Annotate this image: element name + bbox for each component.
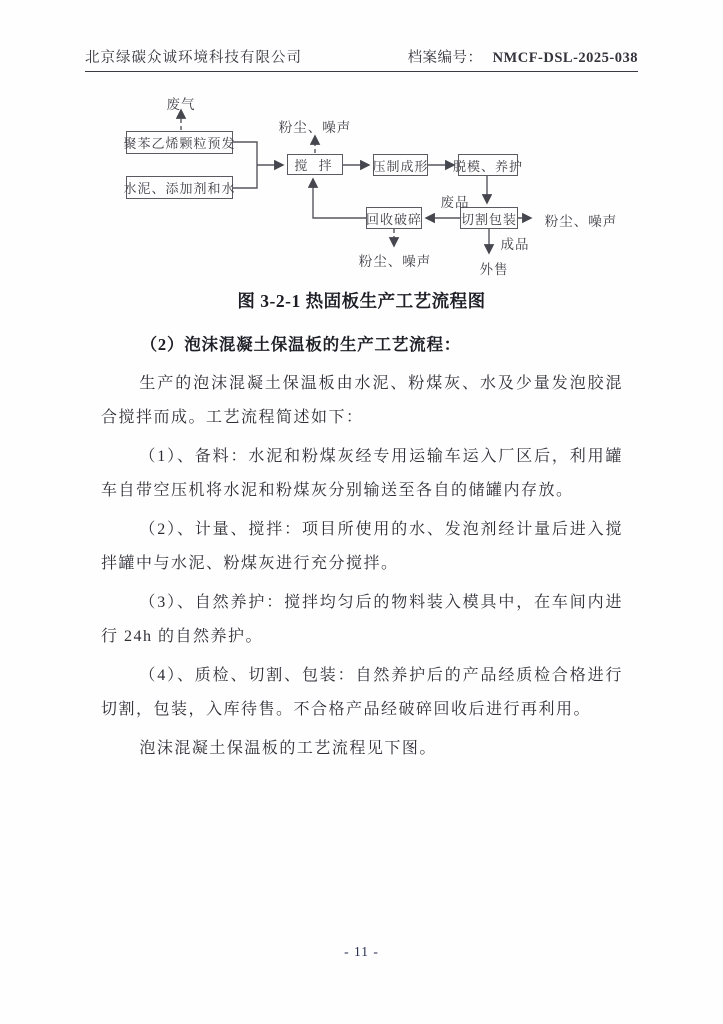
flow-node-label: 搅 拌 xyxy=(294,158,336,173)
process-flowchart xyxy=(95,90,635,290)
flow-label-dust-noise-bottom: 粉尘、噪声 xyxy=(358,254,432,269)
flow-node-label: 压制成形 xyxy=(372,158,429,174)
body-paragraph: （4）、质检、切割、包装：自然养护后的产品经质检合格进行切割，包装，入库待售。不合格产品经破碎回收后进行再利用。 xyxy=(101,667,623,718)
page-number: - 11 - xyxy=(344,944,379,959)
doc-number xyxy=(408,46,638,67)
body-paragraph: （3）、自然养护：搅拌均匀后的物料装入模具中，在车间内进行 24h 的自然养护。 xyxy=(101,594,623,645)
flow-node-label: 聚苯乙烯颗粒预发 xyxy=(123,136,236,151)
flow-node-demold-cure xyxy=(453,154,524,176)
flow-label-dust-noise-right: 粉尘、噪声 xyxy=(544,214,618,229)
flow-node-pressing xyxy=(373,154,428,176)
body-paragraph: 生产的泡沫混凝土保温板由水泥、粉煤灰、水及少量发泡胶混合搅拌而成。工艺流程简述如下： xyxy=(101,375,623,426)
flow-node-label: 脱模、养护 xyxy=(453,158,524,174)
flow-label-sale: 外售 xyxy=(479,262,509,277)
flow-label-finished: 成品 xyxy=(500,237,530,252)
company-name: 北京绿碳众诚环境科技有限公司 xyxy=(85,50,302,66)
flow-label-dust-noise-top: 粉尘、噪声 xyxy=(278,120,352,135)
doc-number-value: NMCF-DSL-2025-038 xyxy=(492,50,638,66)
flow-node-mixing xyxy=(287,154,343,175)
figure-caption: 图 3-2-1 热固板生产工艺流程图 xyxy=(237,291,486,311)
flow-node-pre-expand xyxy=(123,131,236,154)
body-paragraph: （1）、备料：水泥和粉煤灰经专用运输车运入厂区后，利用罐车自带空压机将水泥和粉煤灰分别输送至各自的储罐内存放。 xyxy=(101,448,623,499)
body-paragraph: 泡沫混凝土保温板的工艺流程见下图。 xyxy=(139,740,437,757)
section-heading: （2）泡沫混凝土保温板的生产工艺流程： xyxy=(140,335,462,354)
page-header xyxy=(85,46,638,72)
flow-node-label: 水泥、添加剂和水 xyxy=(123,181,236,196)
body-paragraph: （2）、计量、搅拌：项目所使用的水、发泡剂经计量后进入搅拌罐中与水泥、粉煤灰进行充分搅拌。 xyxy=(101,521,623,572)
flow-label-scrap: 废品 xyxy=(440,195,470,210)
body-text xyxy=(101,328,623,771)
flow-node-recycle-crush xyxy=(366,207,422,229)
flow-node-label: 切割包装 xyxy=(461,211,518,227)
flow-node-materials xyxy=(123,176,236,199)
flow-label-waste-gas: 废气 xyxy=(166,97,196,112)
flow-node-label: 回收破碎 xyxy=(366,211,423,227)
doc-number-label: 档案编号： xyxy=(407,50,483,66)
